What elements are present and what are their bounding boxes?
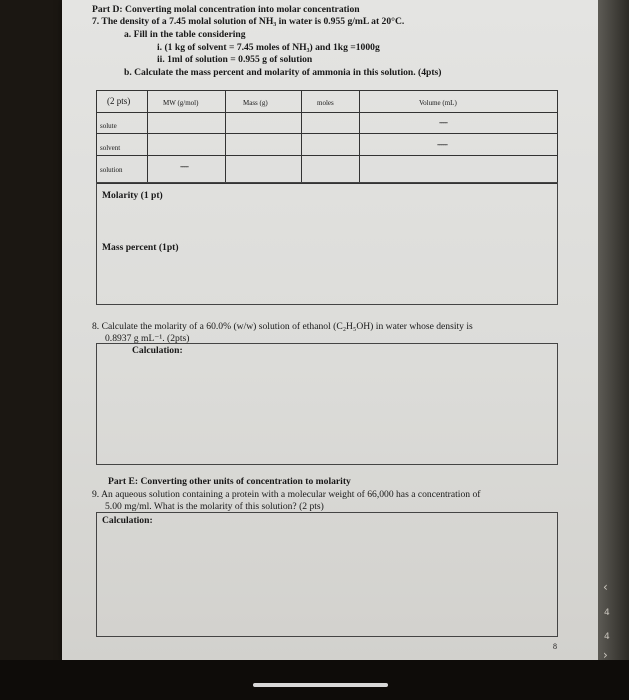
question-8: 8. Calculate the molarity of a 60.0% (w/w) solution of ethanol (C₂H₅OH) in water whose density is — [92, 321, 473, 332]
question-7b: b. Calculate the mass percent and molarity of ammonia in this solution. (4pts) — [124, 67, 442, 78]
question-9-line2: 5.00 mg/ml. What is the molarity of this solution? (2 pts) — [105, 501, 324, 512]
row-label-solvent: solvent — [100, 144, 121, 152]
answer-box-q8[interactable] — [96, 343, 558, 465]
question-8-line2: 0.8937 g mL⁻¹. (2pts) — [105, 333, 190, 344]
question-7a-ii: ii. 1ml of solution = 0.955 g of solution — [157, 54, 313, 65]
table-col-divider — [225, 91, 226, 183]
molarity-label: Molarity (1 pt) — [102, 190, 163, 201]
previous-page-icon[interactable]: ‹ — [603, 580, 608, 594]
page-number: 8 — [553, 642, 557, 651]
table-col-divider — [147, 91, 148, 183]
table-header-mass: Mass (g) — [243, 99, 268, 107]
data-table — [96, 90, 558, 184]
part-d-title: Part D: Converting molal concentration into molar concentration — [92, 4, 360, 15]
table-row-divider — [97, 133, 557, 134]
question-7a: a. Fill in the table considering — [124, 29, 246, 40]
answer-box-q9[interactable] — [96, 512, 558, 637]
table-header-mw: MW (g/mol) — [163, 99, 199, 107]
mass-percent-label: Mass percent (1pt) — [102, 242, 179, 253]
part-e-title: Part E: Converting other units of concentration to molarity — [108, 476, 351, 487]
table-header-points: (2 pts) — [107, 96, 131, 106]
q8-calculation-label: Calculation: — [132, 345, 183, 356]
row-label-solute: solute — [100, 122, 117, 130]
next-page-icon[interactable]: › — [603, 648, 608, 662]
q9-calculation-label: Calculation: — [102, 515, 153, 526]
side-count: 4 — [604, 632, 610, 642]
table-header-volume: Volume (mL) — [419, 99, 457, 107]
question-7a-i: i. (1 kg of solvent = 7.45 moles of NH₃) and 1kg =1000g — [157, 42, 380, 53]
table-dash-solute-volume: ---- — [439, 117, 447, 127]
table-dash-solvent-volume: ----- — [437, 139, 447, 149]
table-row-divider — [97, 155, 557, 156]
table-col-divider — [301, 91, 302, 183]
table-dash-solution-mw: ---- — [180, 161, 188, 171]
side-count: 4 — [604, 608, 610, 618]
table-header-divider — [97, 112, 557, 113]
table-col-divider — [359, 91, 360, 183]
home-indicator[interactable] — [253, 683, 388, 687]
row-label-solution: solution — [100, 166, 123, 174]
table-header-moles: moles — [317, 99, 334, 107]
question-9: 9. An aqueous solution containing a protein with a molecular weight of 66,000 has a concentration of — [92, 489, 481, 500]
page-edge-shadow — [598, 0, 629, 700]
question-7: 7. The density of a 7.45 molal solution of NH₃ in water is 0.955 g/mL at 20°C. — [92, 16, 405, 27]
screen-bottom — [0, 660, 629, 700]
